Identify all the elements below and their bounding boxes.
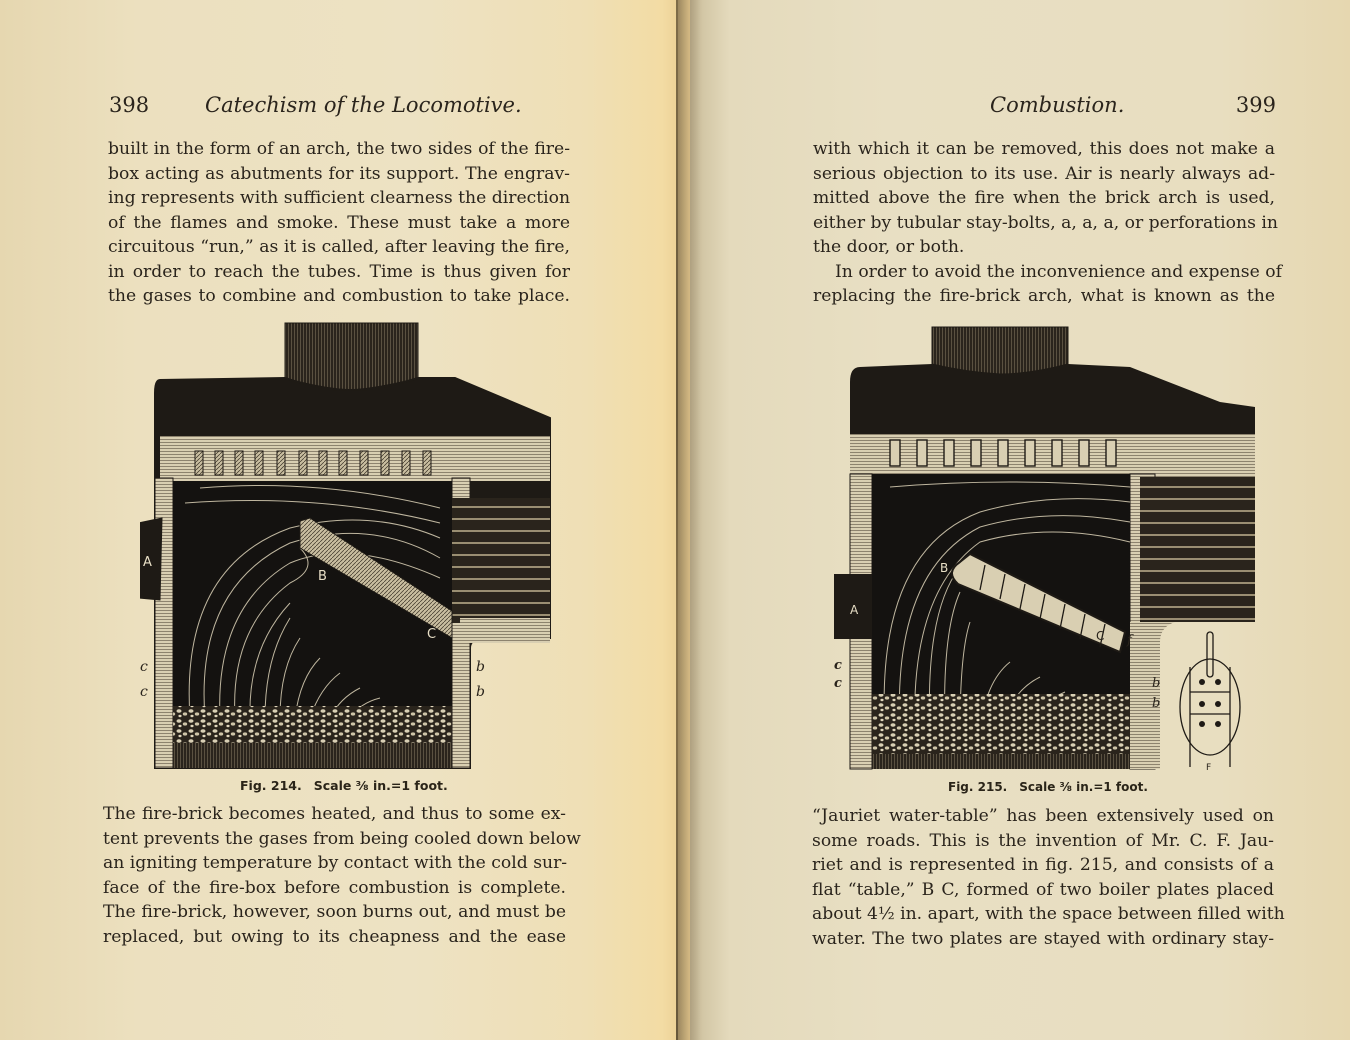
text-line: The fire-brick, however, soon burns out, and must be (103, 902, 566, 922)
svg-text:b: b (476, 659, 485, 675)
text-line: an igniting temperature by contact with the cold sur- (103, 853, 568, 873)
figure-214-firebox-brick-arch (140, 318, 560, 773)
text-line: about 4½ in. apart, with the space between filled with (812, 904, 1285, 924)
text-line: water. The two plates are stayed with ordinary stay- (812, 928, 1274, 949)
text-line: flat “table,” B C, formed of two boiler plates placed (812, 879, 1274, 900)
svg-text:b: b (1152, 676, 1161, 691)
svg-text:C: C (1096, 629, 1105, 643)
firebox-engraving (830, 322, 1260, 772)
text-line: in order to reach the tubes. Time is thus given for (108, 261, 570, 282)
spine-shadow (678, 0, 700, 1040)
figure-214-caption (240, 778, 448, 793)
svg-text:B: B (318, 569, 327, 584)
svg-text:A: A (850, 603, 859, 617)
text-line: In order to avoid the inconvenience and expense of (835, 261, 1282, 282)
text-line: riet and is represented in fig. 215, and consists of a (812, 855, 1274, 875)
svg-text:C: C (427, 627, 437, 642)
svg-text:f: f (1127, 633, 1132, 648)
figure-scale: Scale ⅜ in.=1 foot. (1019, 780, 1148, 794)
text-line: mitted above the fire when the brick arch is used, (813, 188, 1275, 208)
left-page-header (109, 92, 579, 118)
text-line: tent prevents the gases from being cooled down below (103, 828, 581, 849)
svg-text:c: c (834, 658, 842, 673)
running-title: Combustion. (990, 93, 1125, 117)
text-line: ing represents with sufficient clearness the direction (108, 188, 571, 208)
cross-section-f (1180, 632, 1240, 767)
figure-215-caption (948, 780, 1148, 794)
figure-number: Fig. 214. (240, 778, 302, 793)
text-line: The fire-brick becomes heated, and thus to some ex- (103, 804, 566, 824)
right-top-paragraph (813, 137, 1282, 309)
svg-text:c: c (140, 659, 148, 675)
right-page-header (990, 92, 1280, 118)
page-number: 398 (109, 93, 150, 117)
figure-215-jauriet-water-table (830, 322, 1260, 772)
text-line: box acting as abutments for its support. The engrav- (108, 163, 570, 184)
text-line: serious objection to its use. Air is nearly always ad- (813, 163, 1275, 184)
figure-scale: Scale ⅜ in.=1 foot. (313, 778, 448, 793)
left-bottom-paragraph (103, 802, 581, 949)
svg-text:B: B (940, 561, 949, 575)
page-number: 399 (1235, 93, 1276, 117)
text-line: with which it can be removed, this does not make a (813, 139, 1275, 159)
svg-text:c: c (140, 684, 148, 700)
left-top-paragraph (108, 137, 570, 309)
text-line: of the flames and smoke. These must take a more (108, 212, 570, 233)
running-title: Catechism of the Locomotive. (205, 93, 522, 117)
text-line: face of the fire-box before combustion is complete. (103, 877, 566, 898)
right-bottom-paragraph (812, 804, 1285, 951)
text-line: either by tubular stay-bolts, a, a, a, or perforations in (813, 212, 1278, 233)
text-line: some roads. This is the invention of Mr. C. F. Jau- (812, 830, 1274, 851)
text-line: “Jauriet water-table” has been extensively used on (812, 806, 1274, 826)
svg-text:c: c (834, 676, 842, 691)
text-line: replacing the fire-brick arch, what is known as the (813, 286, 1275, 306)
svg-text:b: b (1152, 696, 1161, 711)
figure-number: Fig. 215. (948, 780, 1008, 794)
text-line: circuitous “run,” as it is called, after leaving the fire, (108, 237, 570, 257)
svg-text:A: A (143, 555, 152, 570)
text-line: replaced, but owing to its cheapness and the ease (103, 926, 566, 947)
text-line: the door, or both. (813, 237, 965, 257)
text-line: the gases to combine and combustion to take place. (108, 286, 570, 306)
svg-text:b: b (476, 684, 485, 700)
svg-text:F: F (1206, 763, 1212, 772)
firebox-engraving (140, 318, 560, 773)
text-line: built in the form of an arch, the two sides of the fire- (108, 139, 570, 159)
